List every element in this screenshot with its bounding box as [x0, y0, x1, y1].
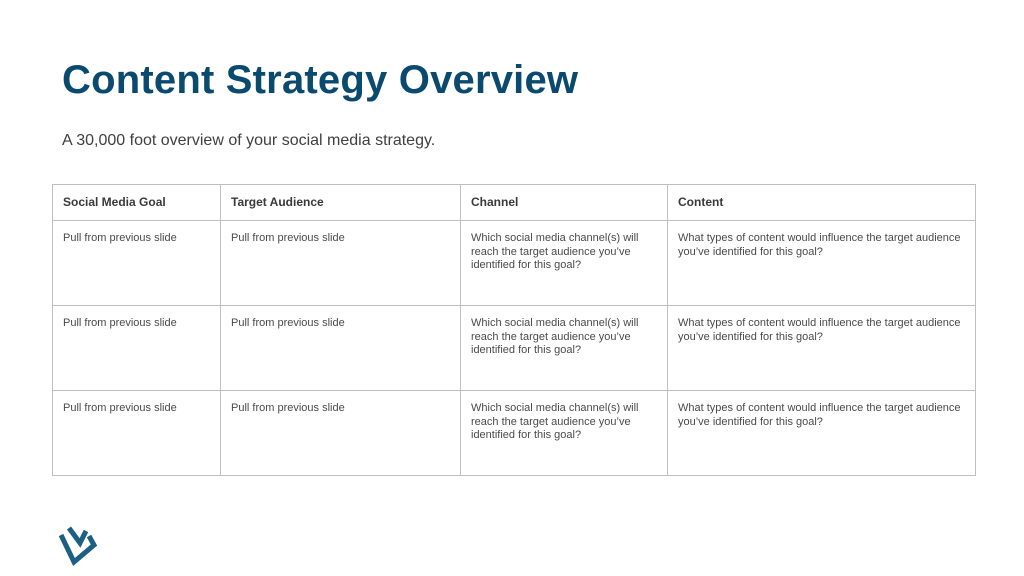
- cell-content: What types of content would influence the target audience you’ve identified for this goal?: [668, 391, 976, 476]
- header-channel: Channel: [461, 185, 668, 221]
- cell-channel: Which social media channel(s) will reach the target audience you’ve identified for this goal?: [461, 221, 668, 306]
- cell-content: What types of content would influence the target audience you’ve identified for this goal?: [668, 306, 976, 391]
- table-header-row: [53, 185, 976, 221]
- table-row: [53, 391, 976, 476]
- cell-goal: Pull from previous slide: [53, 306, 221, 391]
- cell-content: What types of content would influence the target audience you’ve identified for this goal?: [668, 221, 976, 306]
- page-title: Content Strategy Overview: [62, 58, 579, 102]
- header-target-audience: Target Audience: [221, 185, 461, 221]
- cell-audience: Pull from previous slide: [221, 391, 461, 476]
- table-row: [53, 221, 976, 306]
- cell-channel: Which social media channel(s) will reach the target audience you’ve identified for this goal?: [461, 391, 668, 476]
- cell-goal: Pull from previous slide: [53, 391, 221, 476]
- cell-audience: Pull from previous slide: [221, 306, 461, 391]
- page-subtitle: A 30,000 foot overview of your social media strategy.: [62, 132, 436, 149]
- cell-audience: Pull from previous slide: [221, 221, 461, 306]
- strategy-table: [52, 184, 976, 476]
- header-social-media-goal: Social Media Goal: [53, 185, 221, 221]
- cell-goal: Pull from previous slide: [53, 221, 221, 306]
- table-row: [53, 306, 976, 391]
- brand-logo-icon: [55, 525, 99, 567]
- header-content: Content: [668, 185, 976, 221]
- cell-channel: Which social media channel(s) will reach the target audience you’ve identified for this goal?: [461, 306, 668, 391]
